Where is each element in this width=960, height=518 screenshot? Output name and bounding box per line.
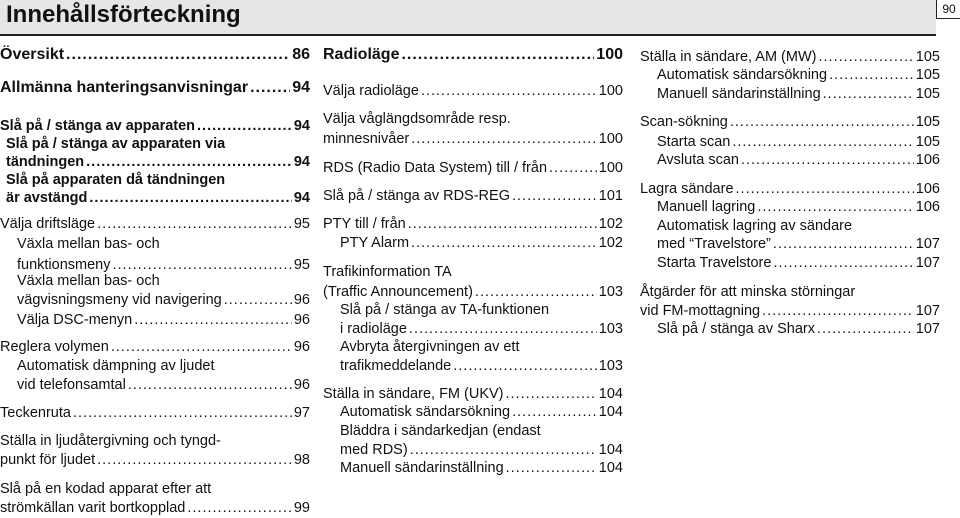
toc-entry[interactable]: Slå på / stänga av RDS-REG ..... 101	[323, 187, 623, 205]
toc-entry[interactable]: Slå på / stänga av apparaten ..... 94	[0, 117, 310, 135]
toc-entry[interactable]: Scan-sökning ..... 105	[640, 113, 940, 131]
toc-entry-line: Slå på en kodad apparat efter att	[0, 481, 212, 497]
toc-entry-line: Bläddra i sändarkedjan (endast	[340, 423, 541, 439]
toc-entry[interactable]: Välja driftsläge ..... 95	[0, 215, 310, 233]
toc-entry[interactable]: vid telefonsamtal ..... 96	[0, 376, 310, 394]
toc-entry-line: Automatisk lagring av sändare	[657, 218, 853, 234]
toc-entry-line: Växla mellan bas- och	[17, 273, 160, 289]
toc-entry[interactable]: Starta Travelstore ..... 107	[640, 254, 940, 272]
toc-entry[interactable]: Ställa in sändare, FM (UKV) ..... 104	[323, 385, 623, 403]
toc-entry[interactable]: funktionsmeny ..... 95	[0, 256, 310, 274]
toc-entry[interactable]: Avsluta scan ..... 106	[640, 151, 940, 169]
toc-entry[interactable]: Starta scan ..... 105	[640, 133, 940, 151]
page-number: 90	[936, 0, 960, 19]
toc-entry[interactable]: minnesnivåer ..... 100	[323, 130, 623, 148]
toc-entry[interactable]: Manuell lagring ..... 106	[640, 198, 940, 216]
toc-entry[interactable]: Automatisk sändarsökning ..... 105	[640, 66, 940, 84]
toc-entry[interactable]: Översikt ..... 86	[0, 46, 310, 64]
toc-entry[interactable]: strömkällan varit bortkopplad ..... 99	[0, 499, 310, 517]
toc-entry-line: Slå på apparaten då tändningen	[6, 172, 226, 188]
toc-entry[interactable]: Lagra sändare ..... 106	[640, 180, 940, 198]
toc-entry[interactable]: Manuell sändarinställning ..... 105	[640, 85, 940, 103]
page-header	[0, 0, 960, 36]
title-banner	[0, 0, 936, 36]
toc-entry[interactable]: med “Travelstore” ..... 107	[640, 235, 940, 253]
toc-entry[interactable]: vid FM-mottagning ..... 107	[640, 302, 940, 320]
toc-entry-line: Ställa in ljudåtergivning och tyngd-	[0, 433, 221, 449]
toc-entry[interactable]: Välja DSC-menyn ..... 96	[0, 311, 310, 329]
toc-entry[interactable]: Radioläge ..... 100	[323, 46, 623, 64]
toc-entry[interactable]: Manuell sändarinställning ..... 104	[323, 459, 623, 477]
toc-entry[interactable]: vägvisningsmeny vid navigering ..... 96	[0, 291, 310, 309]
toc-entry[interactable]: Automatisk sändarsökning ..... 104	[323, 403, 623, 421]
toc-entry[interactable]: RDS (Radio Data System) till / från ..... 100	[323, 159, 623, 177]
toc-entry[interactable]: i radioläge ..... 103	[323, 320, 623, 338]
toc-entry[interactable]: punkt för ljudet ..... 98	[0, 451, 310, 469]
toc-entry[interactable]: Reglera volymen ..... 96	[0, 338, 310, 356]
toc-entry[interactable]: Slå på / stänga av Sharx ..... 107	[640, 320, 940, 338]
toc-entry-line: Slå på / stänga av apparaten via	[6, 136, 226, 152]
toc-entry-line: Automatisk dämpning av ljudet	[17, 358, 215, 374]
toc-entry[interactable]: Välja radioläge ..... 100	[323, 82, 623, 100]
toc-entry[interactable]: tändningen ..... 94	[0, 153, 310, 171]
toc-entry[interactable]: är avstängd ..... 94	[0, 189, 310, 207]
toc-entry-line: Åtgärder för att minska störningar	[640, 284, 856, 300]
toc-entry[interactable]: trafikmeddelande ..... 103	[323, 357, 623, 375]
page-title: Innehållsförteckning	[6, 1, 241, 28]
toc-entry-line: Slå på / stänga av TA-funktionen	[340, 302, 550, 318]
toc-entry[interactable]: PTY Alarm ..... 102	[323, 234, 623, 252]
toc-entry[interactable]: Teckenruta ..... 97	[0, 404, 310, 422]
toc-entry-line: Avbryta återgivningen av ett	[340, 339, 520, 355]
toc-entry[interactable]: Ställa in sändare, AM (MW) ..... 105	[640, 48, 940, 66]
toc-entry[interactable]: (Traffic Announcement) ..... 103	[323, 283, 623, 301]
toc-entry[interactable]: med RDS) ..... 104	[323, 441, 623, 459]
toc-entry-line: Växla mellan bas- och	[17, 236, 160, 252]
toc-entry-line: Trafikinformation TA	[323, 264, 452, 280]
toc-entry[interactable]: Allmänna hanteringsanvisningar ..... 94	[0, 79, 310, 97]
toc-entry[interactable]: PTY till / från ..... 102	[323, 215, 623, 233]
toc-entry-line: Välja våglängdsområde resp.	[323, 111, 511, 127]
